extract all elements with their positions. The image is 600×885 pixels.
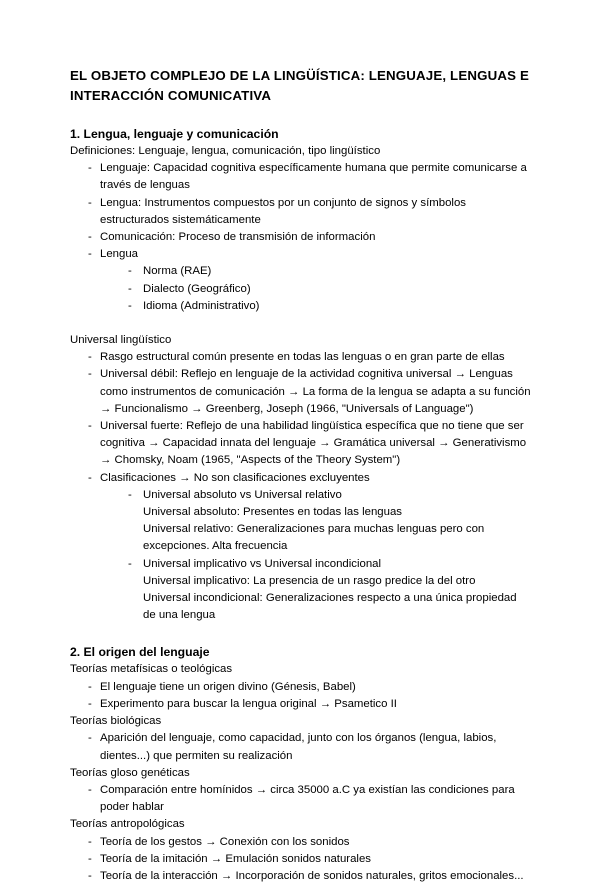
- group-list-biologicas: [70, 730, 532, 764]
- group-list-antropologicas: [70, 834, 532, 885]
- group-title-antropologicas: Teorías antropológicas: [70, 818, 185, 831]
- list-item: - Comunicación: Proceso de transmisión de información: [70, 229, 532, 246]
- list-item: - Universal débil: Reflejo en lenguaje de la actividad cognitiva universal → Lenguas como instrumentos de comunicación → La forma de la lengua se adapta a su función → Funcionalismo → Greenberg, Joseph (1966, "Universals of Language"): [70, 366, 532, 418]
- list-item: - Norma (RAE): [70, 263, 532, 280]
- classifications-list: [70, 487, 532, 625]
- list-item: - Lengua: Instrumentos compuestos por un conjunto de signos y símbolos estructurados sistemáticamente: [70, 195, 532, 229]
- list-item: [70, 556, 532, 625]
- group-list-metafisicas: [70, 679, 532, 713]
- list-item: - Experimento para buscar la lengua original → Psametico II: [70, 696, 532, 713]
- classification-label: - Universal absoluto vs Universal relativo: [143, 488, 342, 501]
- group-title-biologicas: Teorías biológicas: [70, 715, 162, 728]
- group-list-gloso-geneticas: [70, 782, 532, 816]
- section-heading-1: 1. Lengua, lenguaje y comunicación: [70, 127, 279, 141]
- list-item: - Clasificaciones → No son clasificaciones excluyentes: [70, 470, 532, 487]
- list-item: - El lenguaje tiene un origen divino (Génesis, Babel): [70, 679, 532, 696]
- classification-label: - Universal implicativo vs Universal incondicional: [143, 557, 382, 570]
- universal-linguistico-list: [70, 349, 532, 487]
- list-item: - Dialecto (Geográfico): [70, 281, 532, 298]
- list-item: - Lenguaje: Capacidad cognitiva específicamente humana que permite comunicarse a través de lenguas: [70, 160, 532, 194]
- classification-detail: Universal incondicional: Generalizaciones respecto a una única propiedad de una lengua: [143, 592, 517, 622]
- list-item: - Lengua: [70, 246, 532, 263]
- list-item: - Aparición del lenguaje, como capacidad, junto con los órganos (lengua, labios, dientes...) que permiten su realización: [70, 730, 532, 764]
- list-item: [70, 487, 532, 556]
- group-title-metafisicas: Teorías metafísicas o teológicas: [70, 663, 233, 676]
- classification-detail: Universal absoluto: Presentes en todas las lenguas: [143, 506, 402, 519]
- section-1-intro: Definiciones: Lenguaje, lengua, comunicación, tipo lingüístico: [70, 145, 381, 157]
- classification-detail: Universal relativo: Generalizaciones para muchas lenguas pero con excepciones. Alta frecuencia: [143, 523, 485, 553]
- list-item: - Universal fuerte: Reflejo de una habilidad lingüística específica que no tiene que ser cognitiva → Capacidad innata del lenguaje → Gramática universal → Generativismo → Chomsky, Noam (1965, "Aspects of the Theory System"): [70, 418, 532, 470]
- group-title-gloso-geneticas: Teorías gloso genéticas: [70, 766, 190, 779]
- universal-linguistico-title: Universal lingüístico: [70, 334, 172, 347]
- definitions-list: [70, 160, 532, 263]
- list-item: - Teoría de la interacción → Incorporación de sonidos naturales, gritos emocionales...: [70, 868, 532, 885]
- list-item: - Teoría de la imitación → Emulación sonidos naturales: [70, 851, 532, 868]
- list-item: - Rasgo estructural común presente en todas las lenguas o en gran parte de ellas: [70, 349, 532, 366]
- list-item: - Teoría de los gestos → Conexión con los sonidos: [70, 834, 532, 851]
- spacer: [70, 624, 532, 644]
- spacer: [70, 315, 532, 332]
- lengua-subtypes-list: [70, 263, 532, 315]
- section-heading-2: 2. El origen del lenguaje: [70, 645, 210, 660]
- page-title: EL OBJETO COMPLEJO DE LA LINGÜÍSTICA: LENGUAJE, LENGUAS E INTERACCIÓN COMUNICATIVA: [70, 68, 529, 103]
- list-item: - Idioma (Administrativo): [70, 298, 532, 315]
- list-item: - Comparación entre homínidos → circa 35000 a.C ya existían las condiciones para poder hablar: [70, 782, 532, 816]
- classification-detail: Universal implicativo: La presencia de un rasgo predice la del otro: [143, 574, 476, 587]
